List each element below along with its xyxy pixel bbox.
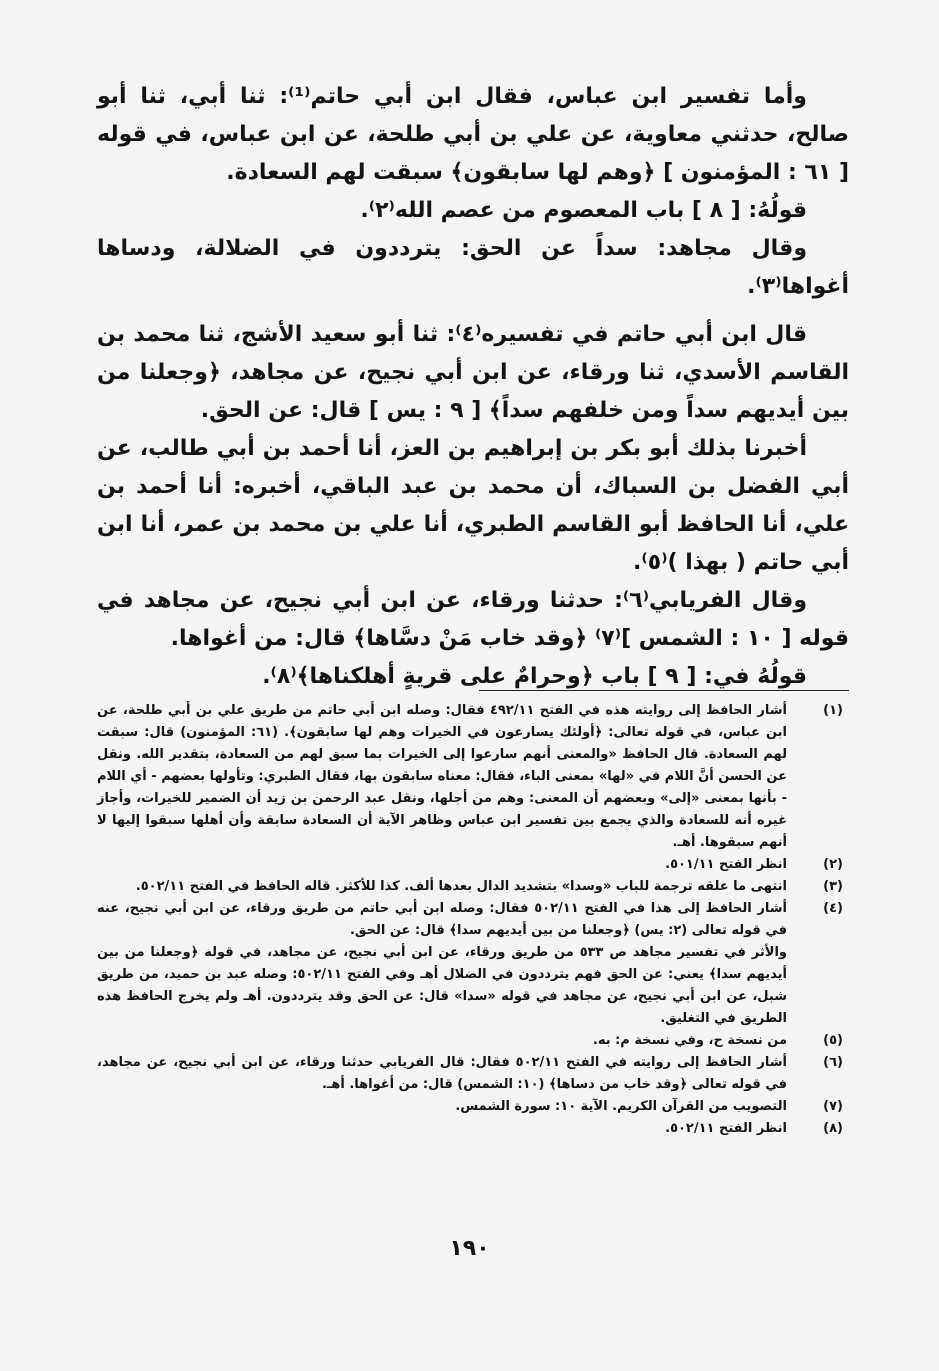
footnote-divider <box>479 690 849 691</box>
footnote-text <box>97 898 787 1030</box>
paragraph-firyabi: وقال الفريابي⁽٦⁾: حدثنا ورقاء، عن ابن أبي نجيح، عن مجاهد في قوله [ ١٠ : الشمس ]⁽٧⁾ ﴿وقد خاب مَنْ دسَّاها﴾ قال: من أغواها. <box>97 588 849 651</box>
footnotes <box>97 700 843 1140</box>
footnote-text: انظر الفتح ٥٠٢/١١. <box>665 1121 787 1136</box>
footnote-number: (٥) <box>823 1033 843 1048</box>
paragraph-mujahid-sadda: وقال مجاهد: سداً عن الحق: يترددون في الضلالة، ودساها أغواها⁽٣⁾. <box>97 236 849 299</box>
footnote-text: من نسخة ح، وفي نسخة م: به. <box>592 1033 787 1048</box>
paragraph-isnad-chain: أخبرنا بذلك أبو بكر بن إبراهيم بن العز، أنا أحمد بن أبي طالب، عن أبي الفضل بن السباك، أن محمد بن عبد الباقي، أخبره: أنا أحمد بن علي، أنا الحافظ أبو القاسم الطبري، أنا علي بن محمد بن عمر، أنا ابن أبي حاتم ( بهذا )⁽٥⁾. <box>97 436 849 575</box>
footnote-number: (٦) <box>823 1055 843 1070</box>
paragraph-ibn-abi-hatim-tafsir: قال ابن أبي حاتم في تفسيره⁽٤⁾: ثنا أبو سعيد الأشج، ثنا محمد بن القاسم الأسدي، ثنا ورقاء، عن ابن أبي نجيح، عن مجاهد، ﴿وجعلنا من بين أيديهم سداً ومن خلفهم سداً﴾ [ ٩ : يس ] قال: عن الحق. <box>97 322 849 423</box>
footnote-number: (١) <box>823 703 843 718</box>
footnote-number: (٢) <box>823 857 843 872</box>
footnote-number: (٨) <box>823 1121 843 1136</box>
footnote-text: أشار الحافظ إلى روايته هذه في الفتح ٤٩٢/١١ فقال: وصله ابن أبي حاتم من طريق علي بن أبي طلحة، عن ابن عباس، في قوله تعالى: ﴿أولئك يسارعون في الخيرات وهم لها سابقون﴾. (٦١: المؤمنون) قال: سبقت لهم السعادة. قال الحافظ «والمعنى أنهم سارعوا إلى الخيرات بما سبق لهم من السعادة، بتقدير الله. ونقل عن الحسن أنَّ اللام في «لها» بمعنى الباء، فقال: معناه سابقون بها، فقال الطبري: وتأولها بعضهم - أي اللام - بأنها بمعنى «إلى» وبعضهم أن المعنى: وهم من أجلها، ونقل عبد الرحمن بن زيد أن الضمير للخيرات، وأجاز غيره أنه للسعادة والذي يجمع بين تفسير ابن عباس وظاهر الآية أن السعادة سابقة وأن أهلها سبقوا إليها لا أنهم سبقوها. أهـ. <box>97 703 787 850</box>
paragraph-bab-9-heading: قولُهُ في: [ ٩ ] باب ﴿وحرامٌ على قريةٍ أهلكناها﴾⁽٨⁾. <box>262 664 807 689</box>
paragraph-tafsir-ibn-abbas: وأما تفسير ابن عباس، فقال ابن أبي حاتم⁽¹⁾: ثنا أبي، ثنا أبو صالح، حدثني معاوية، عن علي بن أبي طلحة، عن ابن عباس، في قوله [ ٦١ : المؤمنون ] ﴿وهم لها سابقون﴾ سبقت لهم السعادة. <box>97 84 849 185</box>
footnote-3 <box>97 876 843 898</box>
footnote-8 <box>97 1118 843 1140</box>
footnote-text: انظر الفتح ٥٠١/١١. <box>665 857 787 872</box>
footnote-6 <box>97 1052 843 1096</box>
main-text <box>97 78 849 696</box>
footnote-2 <box>97 854 843 876</box>
footnote-7 <box>97 1096 843 1118</box>
footnote-4 <box>97 898 843 1030</box>
footnote-number: (٧) <box>823 1099 843 1114</box>
paragraph-bab-8-heading: قولُهُ: [ ٨ ] باب المعصوم من عصم الله⁽٢⁾. <box>360 198 807 223</box>
footnote-number: (٤) <box>823 901 843 916</box>
footnote-text-part: أشار الحافظ إلى هذا في الفتح ٥٠٢/١١ فقال: وصله ابن أبي حاتم من طريق ورقاء، عن ابن أبي نجيح، عنه في قوله تعالى (٢: يس) ﴿وجعلنا من بين أيديهم سدا﴾ قال: عن الحق. <box>97 901 787 938</box>
footnote-text-part: والأثر في تفسير مجاهد ص ٥٣٣ من طريق ورقاء، عن ابن أبي نجيح، عن مجاهد، في قوله ﴿وجعلنا من بين أيديهم سدا﴾ يعني: عن الحق فهم يترددون في الضلال أهـ وفي الفتح ٥٠٢/١١: وصله عبد بن حميد، من طريق شبل، عن ابن أبي نجيح، عن مجاهد في قوله «سدا» قال: عن الحق وقد يترددون. أهـ ولم يخرج الحافظ هذه الطريق في التغليق. <box>97 945 787 1026</box>
footnote-5 <box>97 1030 843 1052</box>
page-number: ١٩٠ <box>449 1236 490 1261</box>
footnote-text: أشار الحافظ إلى روايته في الفتح ٥٠٢/١١ فقال: قال الفريابي حدثنا ورقاء، عن ابن أبي نجيح، عن مجاهد، في قوله تعالى ﴿وقد خاب من دساها﴾ (١٠: الشمس) قال: من أغواها. أهـ. <box>97 1055 787 1092</box>
footnote-text: التصويب من القرآن الكريم. الآية ١٠: سورة الشمس. <box>455 1099 787 1114</box>
footnote-1 <box>97 700 843 854</box>
footnote-text: انتهى ما علقه ترجمة للباب «وسدا» بتشديد الدال بعدها ألف. كذا للأكثر. قاله الحافظ في الفتح ٥٠٢/١١. <box>135 879 787 894</box>
footnote-number: (٣) <box>823 879 843 894</box>
